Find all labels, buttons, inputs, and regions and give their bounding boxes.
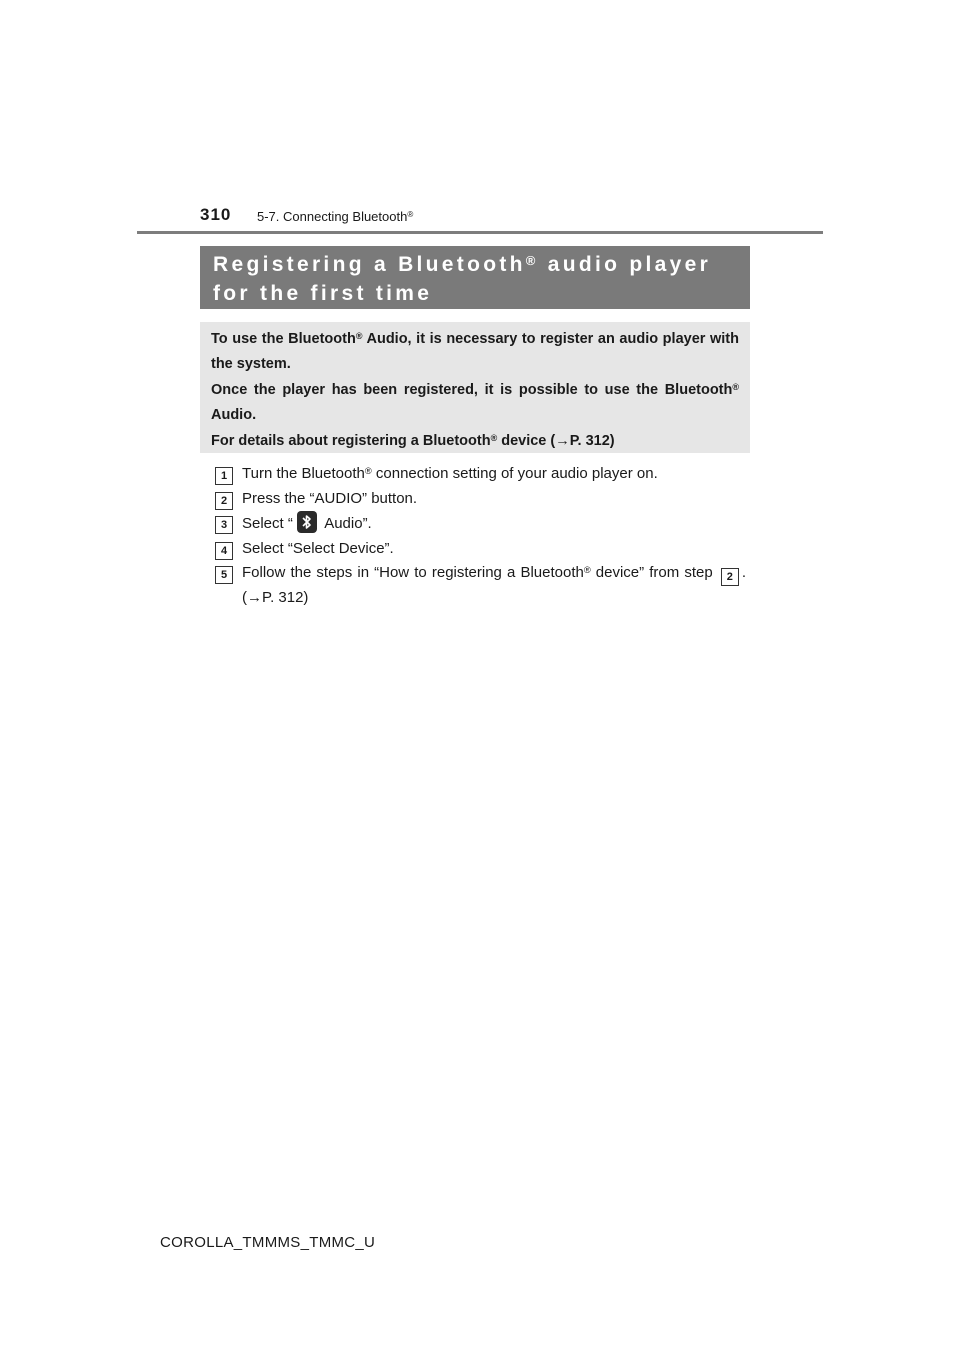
intro-paragraph-3: For details about registering a Bluetooth® device (→P. 312)	[211, 432, 615, 449]
step-number: 2	[215, 492, 233, 510]
step-number: 3	[215, 516, 233, 534]
step-2: 2 Press the “AUDIO” button.	[215, 487, 746, 512]
step-1: 1 Turn the Bluetooth® connection setting of your audio player on.	[215, 462, 746, 487]
page-header	[0, 205, 960, 231]
step-5: 5 Follow the steps in “How to registering a Bluetooth® device” from step 2 . (→P. 312)	[215, 561, 746, 611]
footer-code: COROLLA_TMMMS_TMMC_U	[160, 1234, 376, 1251]
section-heading: Registering a Bluetooth® audio player for the first time	[200, 246, 750, 309]
header-rule	[137, 231, 823, 234]
bluetooth-icon	[297, 511, 317, 533]
step-number: 1	[215, 467, 233, 485]
page-number: 310	[200, 205, 232, 224]
step-4: 4 Select “Select Device”.	[215, 537, 746, 562]
intro-box	[200, 322, 750, 453]
step-list	[215, 462, 746, 611]
intro-paragraph-1: To use the Bluetooth® Audio, it is necessary to register an audio player with the system.	[211, 330, 739, 372]
section-title: 5-7. Connecting Bluetooth®	[257, 209, 414, 224]
step-number: 5	[215, 566, 233, 584]
step-3: 3 Select “ Audio”.	[215, 511, 746, 537]
intro-paragraph-2: Once the player has been registered, it is possible to use the Bluetooth® Audio.	[211, 381, 739, 423]
step-number: 4	[215, 542, 233, 560]
step-reference-number: 2	[721, 568, 739, 586]
